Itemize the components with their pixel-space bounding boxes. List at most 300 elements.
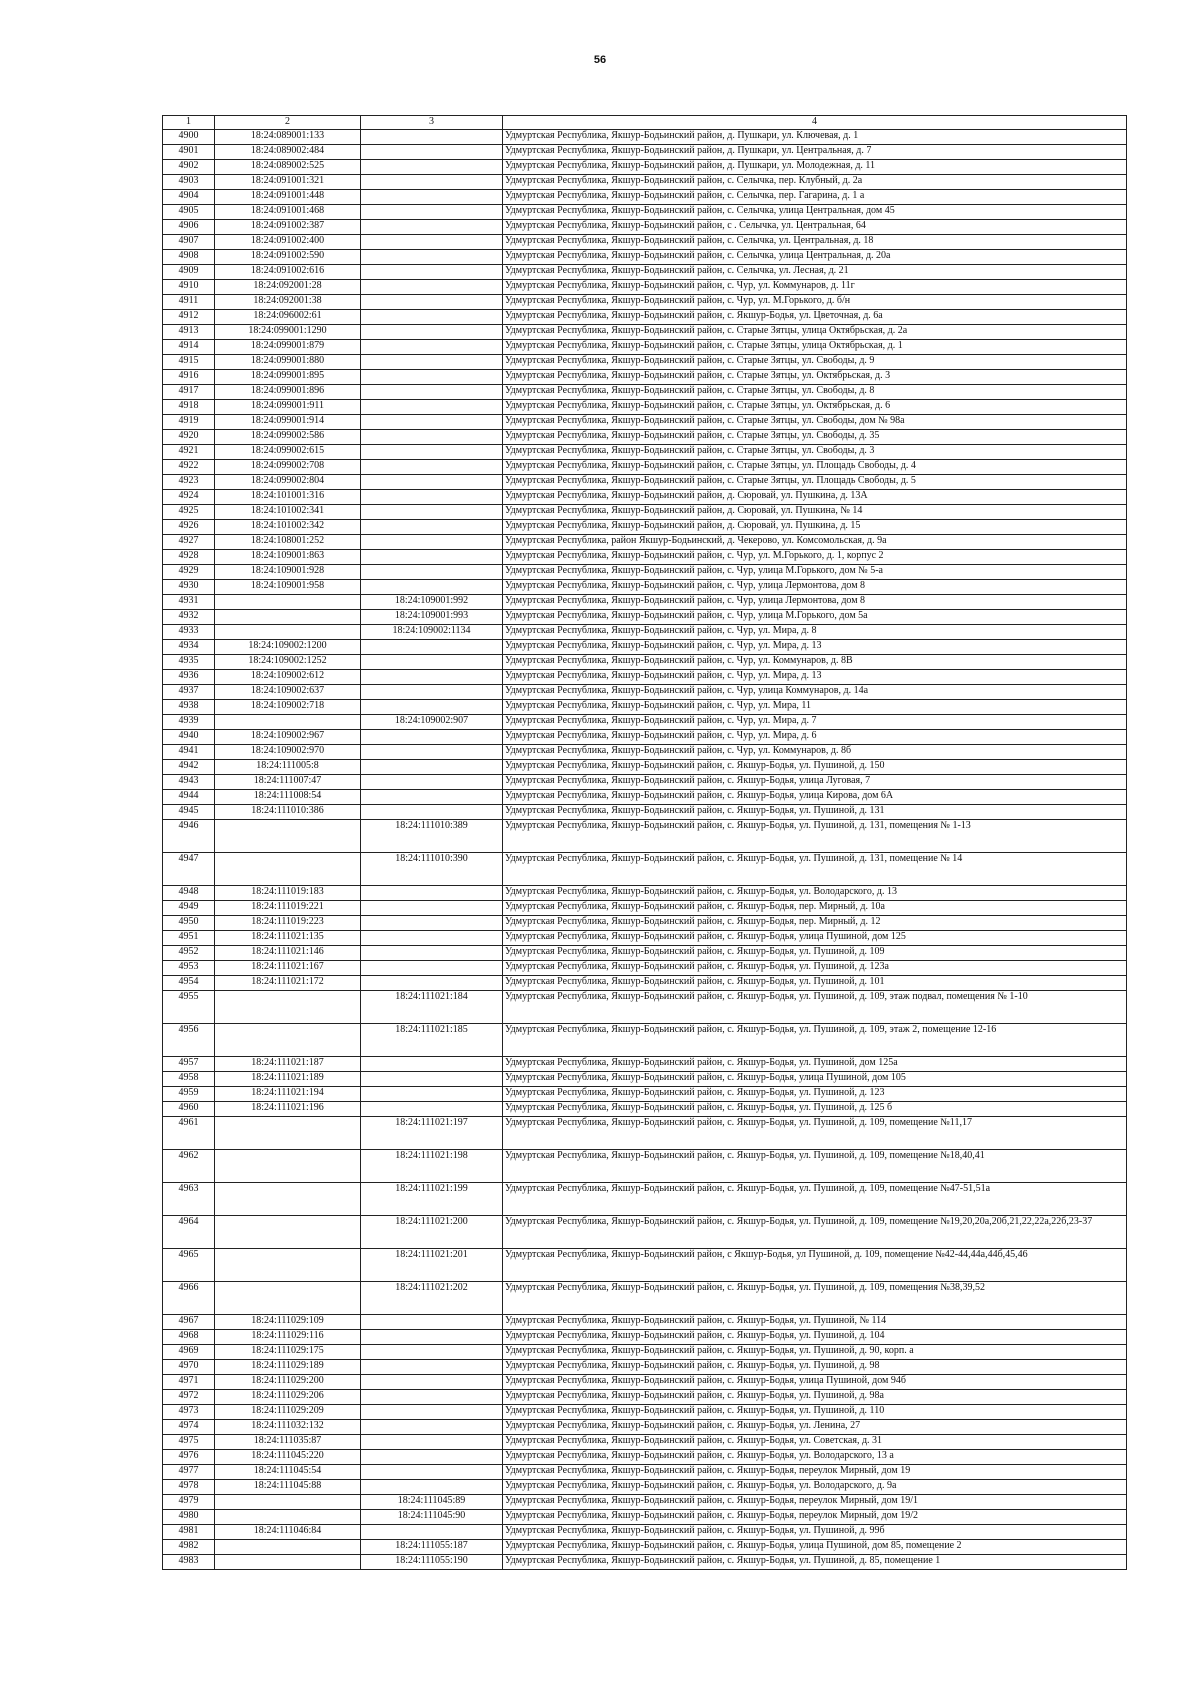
table-row	[163, 1510, 1127, 1525]
cadastral-number-premises	[361, 670, 503, 685]
cadastral-number-premises	[361, 265, 503, 280]
table-row	[163, 961, 1127, 976]
cadastral-number: 18:24:091002:616	[215, 265, 361, 280]
address-cell: Удмуртская Республика, Якшур-Бодьинский район, д. Сюровай, ул. Пушкина, д. 13А	[503, 490, 1127, 505]
row-number: 4906	[163, 220, 215, 235]
cadastral-number: 18:24:099001:1290	[215, 325, 361, 340]
address-cell: Удмуртская Республика, Якшур-Бодьинский район, с. Якшур-Бодья, ул. Пушиной, № 114	[503, 1315, 1127, 1330]
table-row	[163, 550, 1127, 565]
table-row	[163, 901, 1127, 916]
address-cell: Удмуртская Республика, Якшур-Бодьинский район, с. Селычка, улица Центральная, д. 20а	[503, 250, 1127, 265]
address-cell: Удмуртская Республика, Якшур-Бодьинский район, с. Якшур-Бодья, переулок Мирный, дом 19	[503, 1465, 1127, 1480]
cadastral-number: 18:24:089001:133	[215, 130, 361, 145]
row-number: 4982	[163, 1540, 215, 1555]
row-number: 4974	[163, 1420, 215, 1435]
cadastral-number-premises	[361, 1102, 503, 1117]
cadastral-number-premises	[361, 1072, 503, 1087]
row-number: 4931	[163, 595, 215, 610]
table-row	[163, 1024, 1127, 1057]
address-cell: Удмуртская Республика, Якшур-Бодьинский район, с. Якшур-Бодья, ул. Володарского, 13 а	[503, 1450, 1127, 1465]
address-cell: Удмуртская Республика, Якшур-Бодьинский район, с Якшур-Бодья, ул Пушиной, д. 109, помещение №42-44,44а,44б,45,46	[503, 1249, 1127, 1282]
cadastral-number-premises: 18:24:109001:992	[361, 595, 503, 610]
cadastral-number-premises	[361, 280, 503, 295]
address-cell: Удмуртская Республика, Якшур-Бодьинский район, с. Якшур-Бодья, ул. Пушиной, д. 131, помещения № 1-13	[503, 820, 1127, 853]
address-cell: Удмуртская Республика, Якшур-Бодьинский район, с. Чур, ул. Мира, д. 13	[503, 640, 1127, 655]
cadastral-number-premises: 18:24:111021:199	[361, 1183, 503, 1216]
cadastral-number: 18:24:091002:387	[215, 220, 361, 235]
row-number: 4923	[163, 475, 215, 490]
table-row	[163, 1330, 1127, 1345]
cadastral-number: 18:24:111021:194	[215, 1087, 361, 1102]
cadastral-number-premises: 18:24:109002:907	[361, 715, 503, 730]
table-row	[163, 745, 1127, 760]
row-number: 4914	[163, 340, 215, 355]
row-number: 4980	[163, 1510, 215, 1525]
cadastral-number: 18:24:109002:967	[215, 730, 361, 745]
cadastral-number-premises	[361, 655, 503, 670]
cadastral-number: 18:24:101002:342	[215, 520, 361, 535]
table-row	[163, 775, 1127, 790]
cadastral-number-premises	[361, 790, 503, 805]
cadastral-number: 18:24:099001:880	[215, 355, 361, 370]
cadastral-number	[215, 625, 361, 640]
address-cell: Удмуртская Республика, Якшур-Бодьинский район, с. Якшур-Бодья, ул. Пушиной, д. 101	[503, 976, 1127, 991]
cadastral-number-premises	[361, 460, 503, 475]
table-row	[163, 145, 1127, 160]
table-row	[163, 565, 1127, 580]
cadastral-number	[215, 1282, 361, 1315]
row-number: 4918	[163, 400, 215, 415]
address-cell: Удмуртская Республика, Якшур-Бодьинский район, с. Якшур-Бодья, ул. Советская, д. 31	[503, 1435, 1127, 1450]
row-number: 4936	[163, 670, 215, 685]
row-number: 4970	[163, 1360, 215, 1375]
row-number: 4975	[163, 1435, 215, 1450]
cadastral-number-premises: 18:24:111045:89	[361, 1495, 503, 1510]
table-row	[163, 1057, 1127, 1072]
cadastral-number-premises	[361, 445, 503, 460]
row-number: 4969	[163, 1345, 215, 1360]
address-cell: Удмуртская Республика, Якшур-Бодьинский район, с. Якшур-Бодья, пер. Мирный, д. 12	[503, 916, 1127, 931]
cadastral-number-premises	[361, 946, 503, 961]
cadastral-number-premises	[361, 886, 503, 901]
row-number: 4925	[163, 505, 215, 520]
row-number: 4937	[163, 685, 215, 700]
cadastral-number: 18:24:111007:47	[215, 775, 361, 790]
column-header-1: 1	[163, 116, 215, 130]
table-row	[163, 1282, 1127, 1315]
cadastral-number: 18:24:109002:637	[215, 685, 361, 700]
cadastral-number: 18:24:111032:132	[215, 1420, 361, 1435]
table-row	[163, 1216, 1127, 1249]
cadastral-number-premises	[361, 1435, 503, 1450]
cadastral-number-premises	[361, 520, 503, 535]
header-row	[163, 116, 1127, 130]
cadastral-number-premises	[361, 1057, 503, 1072]
cadastral-number-premises	[361, 1480, 503, 1495]
table-row	[163, 475, 1127, 490]
cadastral-number: 18:24:111045:54	[215, 1465, 361, 1480]
address-cell: Удмуртская Республика, Якшур-Бодьинский район, с. Якшур-Бодья, ул. Пушиной, д. 99б	[503, 1525, 1127, 1540]
cadastral-number	[215, 1540, 361, 1555]
cadastral-number-premises	[361, 1330, 503, 1345]
cadastral-number-premises: 18:24:111021:198	[361, 1150, 503, 1183]
address-cell: Удмуртская Республика, Якшур-Бодьинский район, с. Якшур-Бодья, ул. Пушиной, дом 125а	[503, 1057, 1127, 1072]
table-header	[163, 116, 1127, 130]
address-cell: Удмуртская Республика, Якшур-Бодьинский район, с. Якшур-Бодья, переулок Мирный, дом 19/2	[503, 1510, 1127, 1525]
table-row	[163, 991, 1127, 1024]
address-cell: Удмуртская Республика, Якшур-Бодьинский район, с. Якшур-Бодья, ул. Пушиной, д. 109, помещение №18,40,41	[503, 1150, 1127, 1183]
cadastral-number-premises	[361, 1087, 503, 1102]
address-cell: Удмуртская Республика, Якшур-Бодьинский район, с. Якшур-Бодья, улица Пушиной, дом 94б	[503, 1375, 1127, 1390]
cadastral-number-premises	[361, 310, 503, 325]
cadastral-number	[215, 820, 361, 853]
cadastral-number-premises: 18:24:111021:184	[361, 991, 503, 1024]
cadastral-number	[215, 853, 361, 886]
cadastral-number: 18:24:111029:116	[215, 1330, 361, 1345]
row-number: 4911	[163, 295, 215, 310]
address-cell: Удмуртская Республика, Якшур-Бодьинский район, с. Старые Зятцы, улица Октябрьская, д. 2а	[503, 325, 1127, 340]
cadastral-number: 18:24:091002:400	[215, 235, 361, 250]
address-cell: Удмуртская Республика, Якшур-Бодьинский район, д. Пушкари, ул. Ключевая, д. 1	[503, 130, 1127, 145]
cadastral-number: 18:24:109002:718	[215, 700, 361, 715]
cadastral-number	[215, 1117, 361, 1150]
cadastral-number: 18:24:109001:863	[215, 550, 361, 565]
address-cell: Удмуртская Республика, Якшур-Бодьинский район, с. Якшур-Бодья, ул. Пушиной, д. 109, этаж подвал, помещения № 1-10	[503, 991, 1127, 1024]
cadastral-number	[215, 1249, 361, 1282]
address-cell: Удмуртская Республика, Якшур-Бодьинский район, с. Чур, улица Коммунаров, д. 14а	[503, 685, 1127, 700]
cadastral-number: 18:24:091002:590	[215, 250, 361, 265]
cadastral-number: 18:24:111021:172	[215, 976, 361, 991]
table-row	[163, 220, 1127, 235]
cadastral-number: 18:24:111021:189	[215, 1072, 361, 1087]
table-row	[163, 1390, 1127, 1405]
table-row	[163, 160, 1127, 175]
table-row	[163, 1072, 1127, 1087]
cadastral-number: 18:24:111045:220	[215, 1450, 361, 1465]
address-cell: Удмуртская Республика, Якшур-Бодьинский район, с. Чур, улица Лермонтова, дом 8	[503, 580, 1127, 595]
address-cell: Удмуртская Республика, Якшур-Бодьинский район, с. Якшур-Бодья, ул. Пушиной, д. 110	[503, 1405, 1127, 1420]
row-number: 4971	[163, 1375, 215, 1390]
table-row	[163, 670, 1127, 685]
row-number: 4964	[163, 1216, 215, 1249]
cadastral-number-premises	[361, 640, 503, 655]
table-row	[163, 1249, 1127, 1282]
row-number: 4924	[163, 490, 215, 505]
table-row	[163, 805, 1127, 820]
cadastral-number: 18:24:099002:615	[215, 445, 361, 460]
cadastral-number-premises	[361, 430, 503, 445]
table-row	[163, 205, 1127, 220]
cadastral-number: 18:24:091001:448	[215, 190, 361, 205]
row-number: 4962	[163, 1150, 215, 1183]
cadastral-number-premises	[361, 325, 503, 340]
cadastral-number-premises	[361, 400, 503, 415]
address-cell: Удмуртская Республика, Якшур-Бодьинский район, с. Якшур-Бодья, ул. Пушиной, д. 109, помещение №19,20,20а,20б,21,22,22а,22б,23-37	[503, 1216, 1127, 1249]
cadastral-number-premises	[361, 505, 503, 520]
row-number: 4938	[163, 700, 215, 715]
row-number: 4920	[163, 430, 215, 445]
address-cell: Удмуртская Республика, Якшур-Бодьинский район, с. Чур, ул. Мира, д. 6	[503, 730, 1127, 745]
row-number: 4901	[163, 145, 215, 160]
address-cell: Удмуртская Республика, Якшур-Бодьинский район, с. Селычка, улица Центральная, дом 45	[503, 205, 1127, 220]
cadastral-number: 18:24:111045:88	[215, 1480, 361, 1495]
cadastral-number: 18:24:109002:1200	[215, 640, 361, 655]
row-number: 4968	[163, 1330, 215, 1345]
cadastral-number-premises: 18:24:109002:1134	[361, 625, 503, 640]
cadastral-number-premises	[361, 160, 503, 175]
row-number: 4919	[163, 415, 215, 430]
cadastral-number: 18:24:091001:321	[215, 175, 361, 190]
cadastral-number: 18:24:099001:914	[215, 415, 361, 430]
table-row	[163, 1345, 1127, 1360]
cadastral-number: 18:24:099002:804	[215, 475, 361, 490]
table-row	[163, 1450, 1127, 1465]
table-row	[163, 505, 1127, 520]
table-row	[163, 610, 1127, 625]
table-row	[163, 235, 1127, 250]
address-cell: Удмуртская Республика, Якшур-Бодьинский район, с. Чур, ул. Коммунаров, д. 11г	[503, 280, 1127, 295]
table-row	[163, 295, 1127, 310]
row-number: 4904	[163, 190, 215, 205]
cadastral-number-premises	[361, 916, 503, 931]
row-number: 4926	[163, 520, 215, 535]
address-cell: Удмуртская Республика, Якшур-Бодьинский район, с. Селычка, пер. Клубный, д. 2а	[503, 175, 1127, 190]
row-number: 4922	[163, 460, 215, 475]
address-cell: Удмуртская Республика, Якшур-Бодьинский район, с. Якшур-Бодья, ул. Ленина, 27	[503, 1420, 1127, 1435]
address-cell: Удмуртская Республика, Якшур-Бодьинский район, с. Чур, ул. Мира, д. 7	[503, 715, 1127, 730]
address-cell: Удмуртская Республика, Якшур-Бодьинский район, с. Селычка, пер. Гагарина, д. 1 а	[503, 190, 1127, 205]
row-number: 4900	[163, 130, 215, 145]
table-row	[163, 1435, 1127, 1450]
cadastral-number: 18:24:111021:135	[215, 931, 361, 946]
row-number: 4917	[163, 385, 215, 400]
address-cell: Удмуртская Республика, Якшур-Бодьинский район, с. Якшур-Бодья, ул. Пушиной, д. 131	[503, 805, 1127, 820]
table-row	[163, 853, 1127, 886]
row-number: 4903	[163, 175, 215, 190]
cadastral-number-premises	[361, 295, 503, 310]
row-number: 4921	[163, 445, 215, 460]
cadastral-number: 18:24:111005:8	[215, 760, 361, 775]
address-cell: Удмуртская Республика, Якшур-Бодьинский район, с. Чур, улица М.Горького, дом 5а	[503, 610, 1127, 625]
cadastral-number	[215, 991, 361, 1024]
address-cell: Удмуртская Республика, Якшур-Бодьинский район, с. Якшур-Бодья, ул. Пушиной, д. 109, этаж 2, помещение 12-16	[503, 1024, 1127, 1057]
cadastral-number: 18:24:109002:1252	[215, 655, 361, 670]
row-number: 4940	[163, 730, 215, 745]
row-number: 4916	[163, 370, 215, 385]
row-number: 4910	[163, 280, 215, 295]
cadastral-number-premises	[361, 475, 503, 490]
cadastral-number: 18:24:111029:209	[215, 1405, 361, 1420]
row-number: 4913	[163, 325, 215, 340]
row-number: 4956	[163, 1024, 215, 1057]
table-row	[163, 1525, 1127, 1540]
table-row	[163, 1375, 1127, 1390]
address-cell: Удмуртская Республика, Якшур-Бодьинский район, с. Чур, ул. М.Горького, д. б/н	[503, 295, 1127, 310]
table-row	[163, 760, 1127, 775]
cadastral-number: 18:24:099001:911	[215, 400, 361, 415]
table-row	[163, 790, 1127, 805]
address-cell: Удмуртская Республика, Якшур-Бодьинский район, д. Сюровай, ул. Пушкина, д. 15	[503, 520, 1127, 535]
cadastral-number	[215, 1216, 361, 1249]
table-row	[163, 655, 1127, 670]
row-number: 4976	[163, 1450, 215, 1465]
row-number: 4912	[163, 310, 215, 325]
cadastral-number-premises	[361, 220, 503, 235]
cadastral-number: 18:24:099002:586	[215, 430, 361, 445]
row-number: 4953	[163, 961, 215, 976]
cadastral-number: 18:24:111046:84	[215, 1525, 361, 1540]
address-cell: Удмуртская Республика, Якшур-Бодьинский район, с. Чур, ул. Коммунаров, д. 8б	[503, 745, 1127, 760]
cadastral-number-premises	[361, 175, 503, 190]
table-row	[163, 1540, 1127, 1555]
table-row	[163, 640, 1127, 655]
row-number: 4930	[163, 580, 215, 595]
table-row	[163, 976, 1127, 991]
table-row	[163, 340, 1127, 355]
address-cell: Удмуртская Республика, Якшур-Бодьинский район, с. Якшур-Бодья, ул. Пушиной, д. 131, помещение № 14	[503, 853, 1127, 886]
row-number: 4973	[163, 1405, 215, 1420]
address-cell: Удмуртская Республика, Якшур-Бодьинский район, с. Якшур-Бодья, улица Пушиной, дом 125	[503, 931, 1127, 946]
address-cell: Удмуртская Республика, Якшур-Бодьинский район, д. Пушкари, ул. Центральная, д. 7	[503, 145, 1127, 160]
cadastral-number	[215, 1555, 361, 1570]
address-cell: Удмуртская Республика, Якшур-Бодьинский район, с. Старые Зятцы, ул. Октябрьская, д. 3	[503, 370, 1127, 385]
table-row	[163, 250, 1127, 265]
row-number: 4933	[163, 625, 215, 640]
cadastral-number-premises	[361, 745, 503, 760]
cadastral-number-premises: 18:24:111010:390	[361, 853, 503, 886]
cadastral-number: 18:24:092001:38	[215, 295, 361, 310]
cadastral-number-premises	[361, 415, 503, 430]
address-cell: Удмуртская Республика, Якшур-Бодьинский район, с. Старые Зятцы, ул. Октябрьская, д. 6	[503, 400, 1127, 415]
cadastral-number: 18:24:101002:341	[215, 505, 361, 520]
cadastral-number-premises	[361, 370, 503, 385]
table-row	[163, 520, 1127, 535]
address-cell: Удмуртская Республика, Якшур-Бодьинский район, с. Старые Зятцы, ул. Свободы, д. 9	[503, 355, 1127, 370]
cadastral-number-premises	[361, 1465, 503, 1480]
cadastral-number-premises	[361, 580, 503, 595]
cadastral-number: 18:24:111029:206	[215, 1390, 361, 1405]
row-number: 4952	[163, 946, 215, 961]
cadastral-number-premises	[361, 130, 503, 145]
table-row	[163, 535, 1127, 550]
address-cell: Удмуртская Республика, Якшур-Бодьинский район, с. Якшур-Бодья, ул. Пушиной, д. 109, помещения №38,39,52	[503, 1282, 1127, 1315]
cadastral-number-premises: 18:24:111021:200	[361, 1216, 503, 1249]
address-cell: Удмуртская Республика, Якшур-Бодьинский район, с. Якшур-Бодья, ул. Володарского, д. 9а	[503, 1480, 1127, 1495]
cadastral-number	[215, 1024, 361, 1057]
address-cell: Удмуртская Республика, Якшур-Бодьинский район, с. Старые Зятцы, ул. Свободы, д. 3	[503, 445, 1127, 460]
row-number: 4961	[163, 1117, 215, 1150]
address-cell: Удмуртская Республика, Якшур-Бодьинский район, д. Сюровай, ул. Пушкина, № 14	[503, 505, 1127, 520]
cadastral-number-premises	[361, 1315, 503, 1330]
table-row	[163, 931, 1127, 946]
row-number: 4915	[163, 355, 215, 370]
cadastral-number-premises	[361, 355, 503, 370]
address-cell: Удмуртская Республика, Якшур-Бодьинский район, с. Якшур-Бодья, ул. Пушиной, д. 109, помещение №11,17	[503, 1117, 1127, 1150]
cadastral-number: 18:24:111029:200	[215, 1375, 361, 1390]
table-row	[163, 595, 1127, 610]
row-number: 4907	[163, 235, 215, 250]
address-cell: Удмуртская Республика, Якшур-Бодьинский район, с. Якшур-Бодья, ул. Цветочная, д. 6а	[503, 310, 1127, 325]
cadastral-number-premises	[361, 901, 503, 916]
cadastral-number: 18:24:111010:386	[215, 805, 361, 820]
address-cell: Удмуртская Республика, Якшур-Бодьинский район, с. Якшур-Бодья, ул. Пушиной, д. 123	[503, 1087, 1127, 1102]
address-cell: Удмуртская Республика, район Якшур-Бодьинский, д. Чекерово, ул. Комсомольская, д. 9а	[503, 535, 1127, 550]
row-number: 4948	[163, 886, 215, 901]
table-row	[163, 946, 1127, 961]
address-cell: Удмуртская Республика, Якшур-Бодьинский район, с. Якшур-Бодья, улица Кирова, дом 6А	[503, 790, 1127, 805]
page-number: 56	[593, 54, 607, 66]
address-cell: Удмуртская Республика, Якшур-Бодьинский район, с. Чур, улица Лермонтова, дом 8	[503, 595, 1127, 610]
table-row	[163, 400, 1127, 415]
row-number: 4981	[163, 1525, 215, 1540]
cadastral-number	[215, 1150, 361, 1183]
cadastral-number: 18:24:109001:928	[215, 565, 361, 580]
table-row	[163, 460, 1127, 475]
row-number: 4932	[163, 610, 215, 625]
cadastral-number-premises	[361, 961, 503, 976]
address-cell: Удмуртская Республика, Якшур-Бодьинский район, с. Якшур-Бодья, ул. Пушиной, д. 125 б	[503, 1102, 1127, 1117]
row-number: 4966	[163, 1282, 215, 1315]
cadastral-number-premises	[361, 250, 503, 265]
address-cell: Удмуртская Республика, Якшур-Бодьинский район, с. Якшур-Бодья, пер. Мирный, д. 10а	[503, 901, 1127, 916]
row-number: 4955	[163, 991, 215, 1024]
cadastral-number: 18:24:111021:196	[215, 1102, 361, 1117]
cadastral-number: 18:24:099001:896	[215, 385, 361, 400]
address-cell: Удмуртская Республика, Якшур-Бодьинский район, с. Якшур-Бодья, улица Пушиной, дом 105	[503, 1072, 1127, 1087]
address-cell: Удмуртская Республика, Якшур-Бодьинский район, д. Пушкари, ул. Молодежная, д. 11	[503, 160, 1127, 175]
cadastral-number-premises	[361, 205, 503, 220]
row-number: 4941	[163, 745, 215, 760]
row-number: 4960	[163, 1102, 215, 1117]
table-row	[163, 1150, 1127, 1183]
cadastral-number-premises: 18:24:111021:185	[361, 1024, 503, 1057]
row-number: 4954	[163, 976, 215, 991]
table-row	[163, 265, 1127, 280]
cadastral-number-premises: 18:24:111055:190	[361, 1555, 503, 1570]
table-row	[163, 625, 1127, 640]
table-row	[163, 130, 1127, 145]
cadastral-number-premises	[361, 1420, 503, 1435]
cadastral-number: 18:24:111021:187	[215, 1057, 361, 1072]
table-row	[163, 1117, 1127, 1150]
cadastral-number-premises	[361, 700, 503, 715]
table-row	[163, 415, 1127, 430]
address-cell: Удмуртская Республика, Якшур-Бодьинский район, с. Старые Зятцы, ул. Свободы, дом № 98а	[503, 415, 1127, 430]
table-row	[163, 1183, 1127, 1216]
address-cell: Удмуртская Республика, Якшур-Бодьинский район, с. Якшур-Бодья, ул. Пушиной, д. 123а	[503, 961, 1127, 976]
cadastral-number-premises	[361, 340, 503, 355]
cadastral-number: 18:24:099002:708	[215, 460, 361, 475]
table-row	[163, 325, 1127, 340]
cadastral-number: 18:24:091001:468	[215, 205, 361, 220]
address-cell: Удмуртская Республика, Якшур-Бодьинский район, с. Чур, ул. Мира, д. 13	[503, 670, 1127, 685]
cadastral-number: 18:24:111029:109	[215, 1315, 361, 1330]
cadastral-number: 18:24:111019:221	[215, 901, 361, 916]
cadastral-number: 18:24:111029:175	[215, 1345, 361, 1360]
address-cell: Удмуртская Республика, Якшур-Бодьинский район, с. Якшур-Бодья, ул. Пушиной, д. 85, помещение 1	[503, 1555, 1127, 1570]
address-cell: Удмуртская Республика, Якшур-Бодьинский район, с. Якшур-Бодья, ул. Пушиной, д. 98а	[503, 1390, 1127, 1405]
cadastral-number-premises	[361, 550, 503, 565]
row-number: 4928	[163, 550, 215, 565]
row-number: 4949	[163, 901, 215, 916]
address-cell: Удмуртская Республика, Якшур-Бодьинский район, с. Старые Зятцы, ул. Свободы, д. 8	[503, 385, 1127, 400]
address-cell: Удмуртская Республика, Якшур-Бодьинский район, с. Якшур-Бодья, улица Пушиной, дом 85, помещение 2	[503, 1540, 1127, 1555]
cadastral-number-premises	[361, 775, 503, 790]
cadastral-number-premises	[361, 1405, 503, 1420]
cadastral-number	[215, 1510, 361, 1525]
row-number: 4927	[163, 535, 215, 550]
cadastral-number: 18:24:099001:879	[215, 340, 361, 355]
